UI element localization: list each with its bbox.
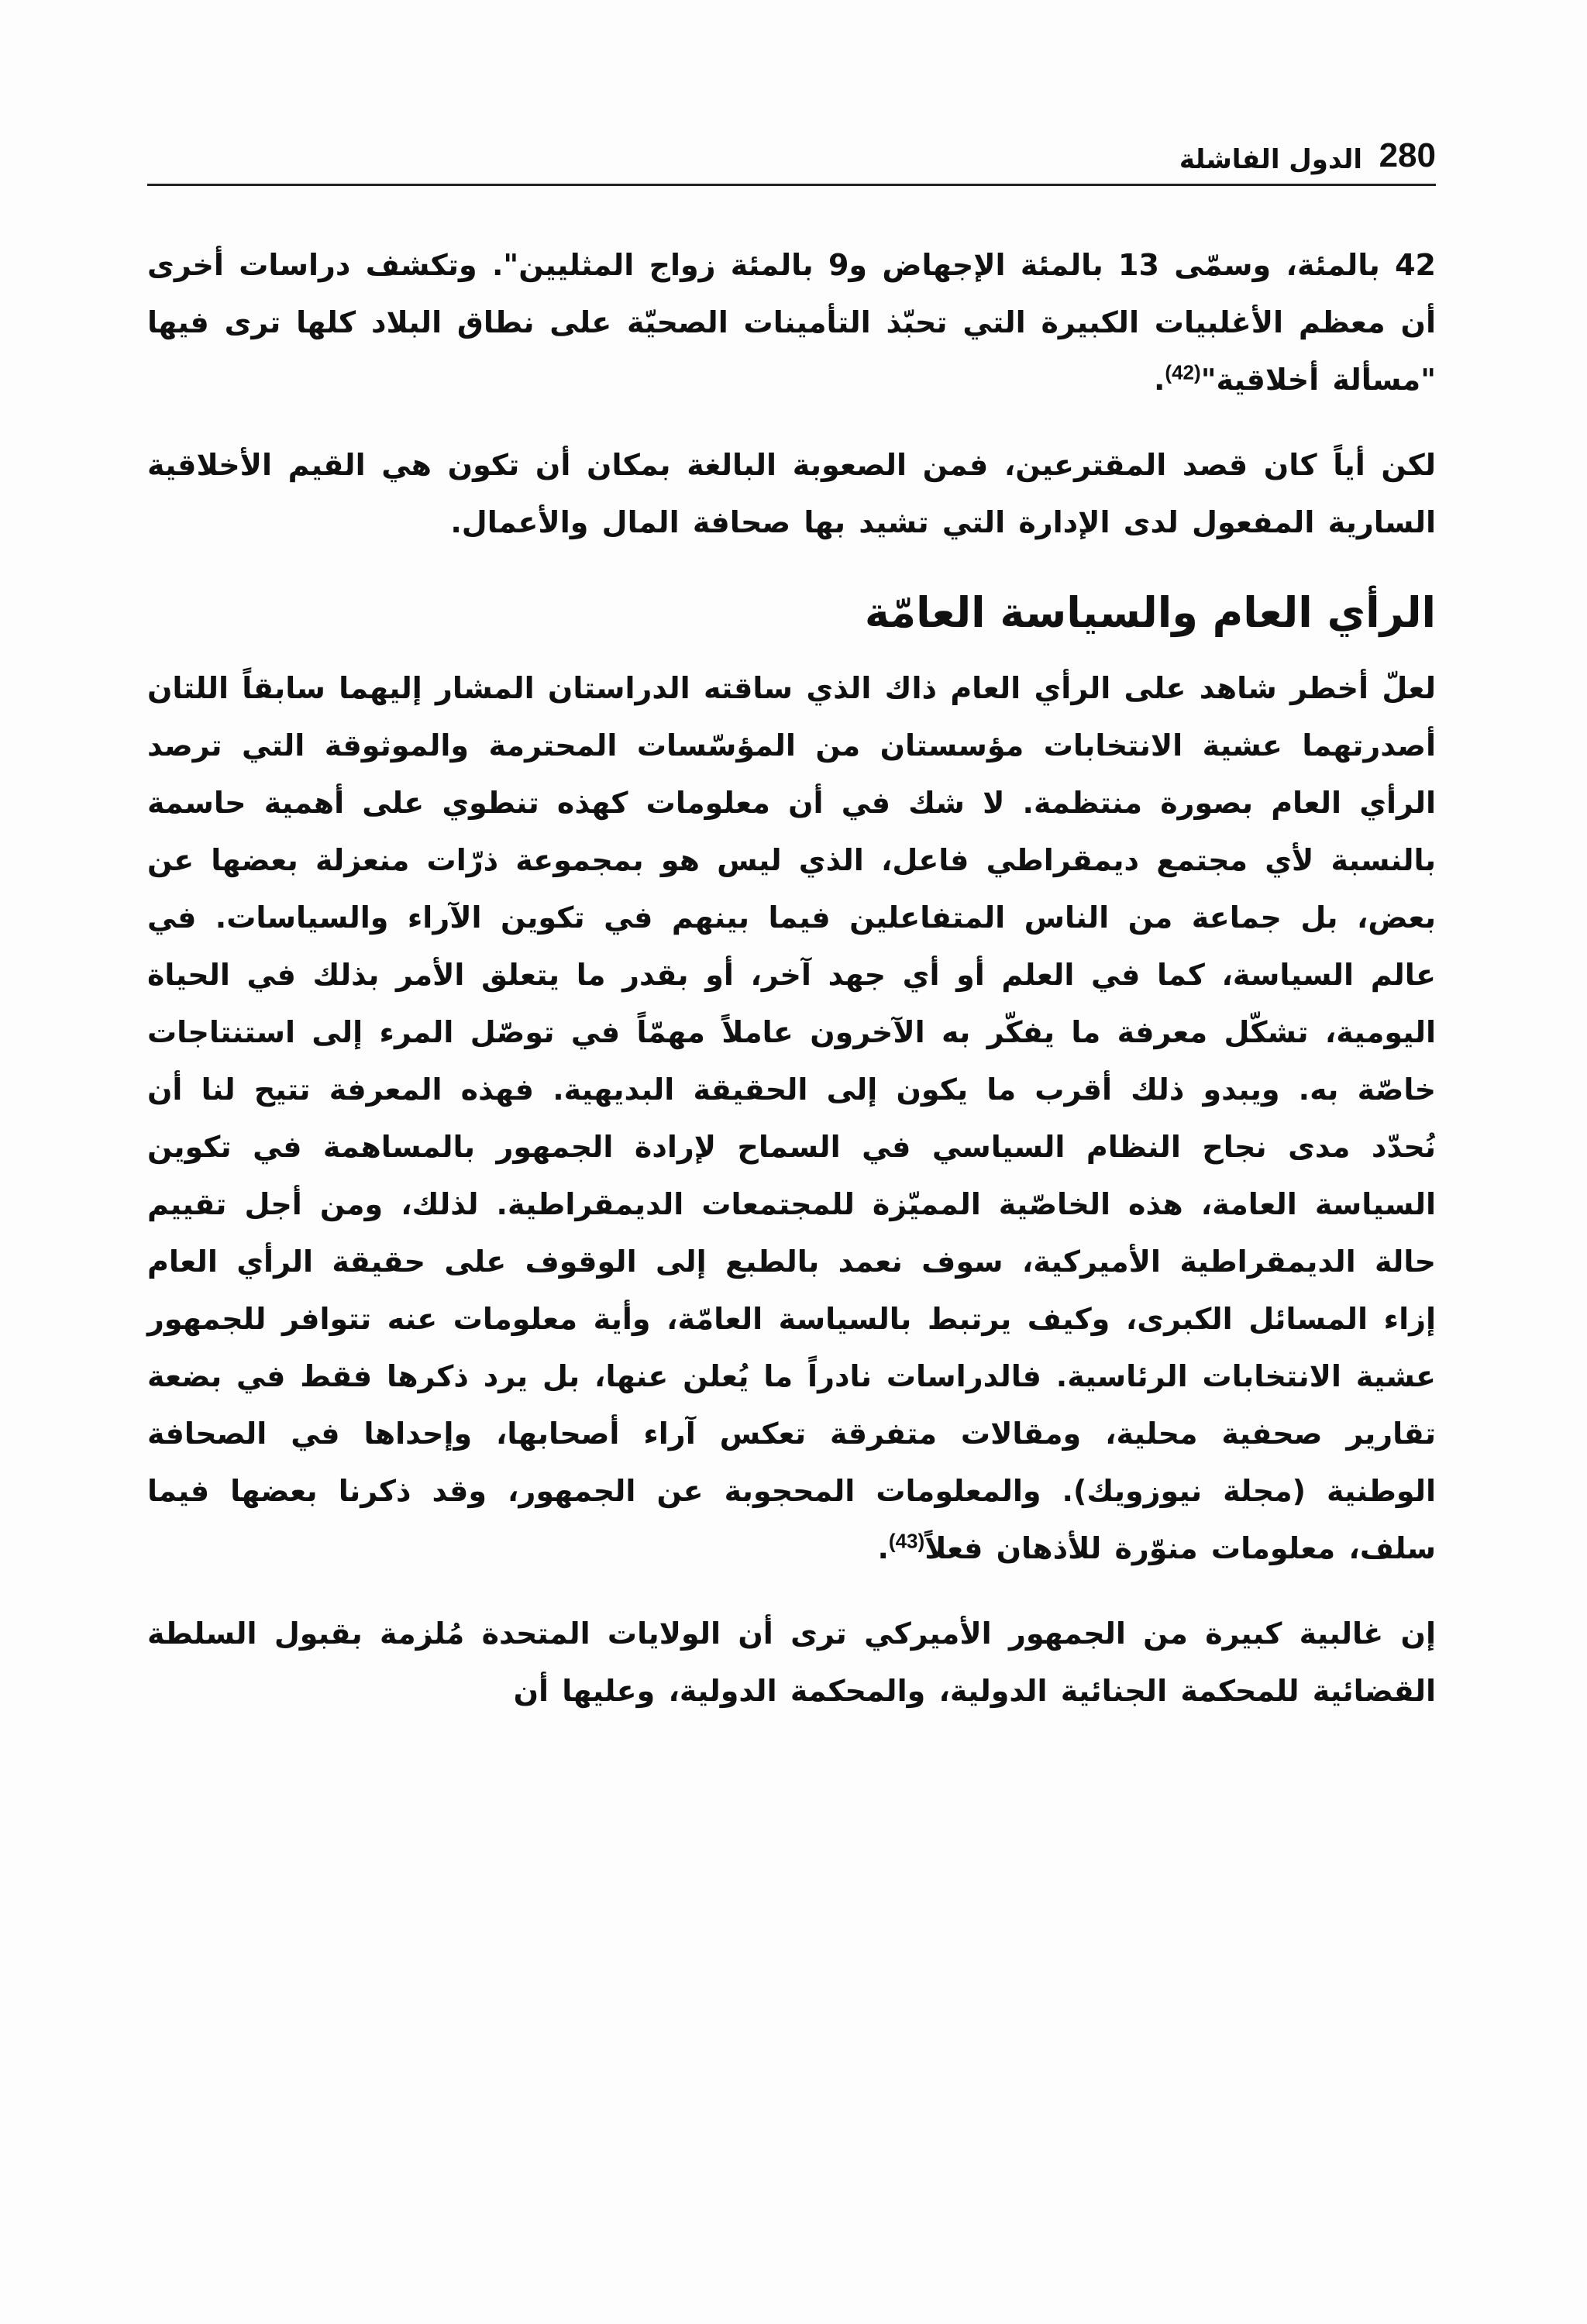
page-number: 280 bbox=[1379, 136, 1436, 174]
paragraph-1-tail: . bbox=[1153, 363, 1165, 397]
running-title: الدول الفاشلة bbox=[1179, 144, 1362, 175]
paragraph-1 bbox=[147, 236, 1436, 408]
footnote-ref-43: (43) bbox=[888, 1529, 925, 1553]
paragraph-1-text: 42 بالمئة، وسمّى 13 بالمئة الإجهاض و9 بالمئة زواج المثليين". وتكشف دراسات أخرى أن معظم الأغلبيات الكبيرة التي تحبّذ التأمينات الصحيّة على نطاق البلاد كلها ترى فيها "مسألة أخلاقية" bbox=[147, 248, 1436, 397]
paragraph-3 bbox=[147, 659, 1436, 1577]
paragraph-4-text: إن غالبية كبيرة من الجمهور الأميركي ترى أن الولايات المتحدة مُلزمة بقبول السلطة القضائية للمحكمة الجنائية الدولية، والمحكمة الدولية، وعليها أن bbox=[147, 1616, 1436, 1708]
paragraph-2 bbox=[147, 436, 1436, 551]
paragraph-3-text: لعلّ أخطر شاهد على الرأي العام ذاك الذي ساقته الدراستان المشار إليهما سابقاً اللتان أصدرتهما عشية الانتخابات مؤسستان من المؤسّسات المحترمة والموثوقة التي ترصد الرأي العام بصورة منتظمة. لا شك في أن معلومات كهذه تنطوي على أهمية حاسمة بالنسبة لأي مجتمع ديمقراطي فاعل، الذي ليس هو بمجموعة ذرّات منعزلة بعضها عن بعض، بل جماعة من الناس المتفاعلين فيما بينهم في تكوين الآراء والسياسات. في عالم السياسة، كما في العلم أو أي جهد آخر، أو بقدر ما يتعلق الأمر بذلك في الحياة اليومية، تشكّل معرفة ما يفكّر به الآخرون عاملاً مهمّاً في توصّل المرء إلى استنتاجات خاصّة به. ويبدو ذلك أقرب ما يكون إلى الحقيقة البديهية. فهذه المعرفة تتيح لنا أن نُحدّد مدى نجاح النظام السياسي في السماح لإرادة الجمهور بالمساهمة في تكوين السياسة العامة، هذه الخاصّية المميّزة للمجتمعات الديمقراطية. لذلك، ومن أجل تقييم حالة الديمقراطية الأميركية، سوف نعمد بالطبع إلى الوقوف على حقيقة الرأي العام إزاء المسائل الكبرى، وكيف يرتبط بالسياسة العامّة، وأية معلومات عنه تتوافر للجمهور عشية الانتخابات الرئاسية. فالدراسات نادراً ما يُعلن عنها، بل يرد ذكرها فقط في بضعة تقارير صحفية محلية، ومقالات متفرقة تعكس آراء أصحابها، وإحداها في الصحافة الوطنية (مجلة نيوزويك). والمعلومات المحجوبة عن الجمهور، وقد ذكرنا بعضها فيما سلف، معلومات منوّرة للأذهان فعلاً bbox=[147, 671, 1436, 1565]
header-rule bbox=[147, 184, 1436, 186]
page-header bbox=[147, 124, 1436, 186]
footnote-ref-42: (42) bbox=[1165, 360, 1201, 384]
paragraph-3-tail: . bbox=[877, 1531, 889, 1565]
page-body bbox=[147, 236, 1436, 1751]
paragraph-4 bbox=[147, 1605, 1436, 1720]
paragraph-2-text: لكن أياً كان قصد المقترعين، فمن الصعوبة البالغة بمكان أن تكون هي القيم الأخلاقية السارية المفعول لدى الإدارة التي تشيد بها صحافة المال والأعمال. bbox=[147, 448, 1436, 539]
section-heading: الرأي العام والسياسة العامّة bbox=[864, 588, 1436, 637]
